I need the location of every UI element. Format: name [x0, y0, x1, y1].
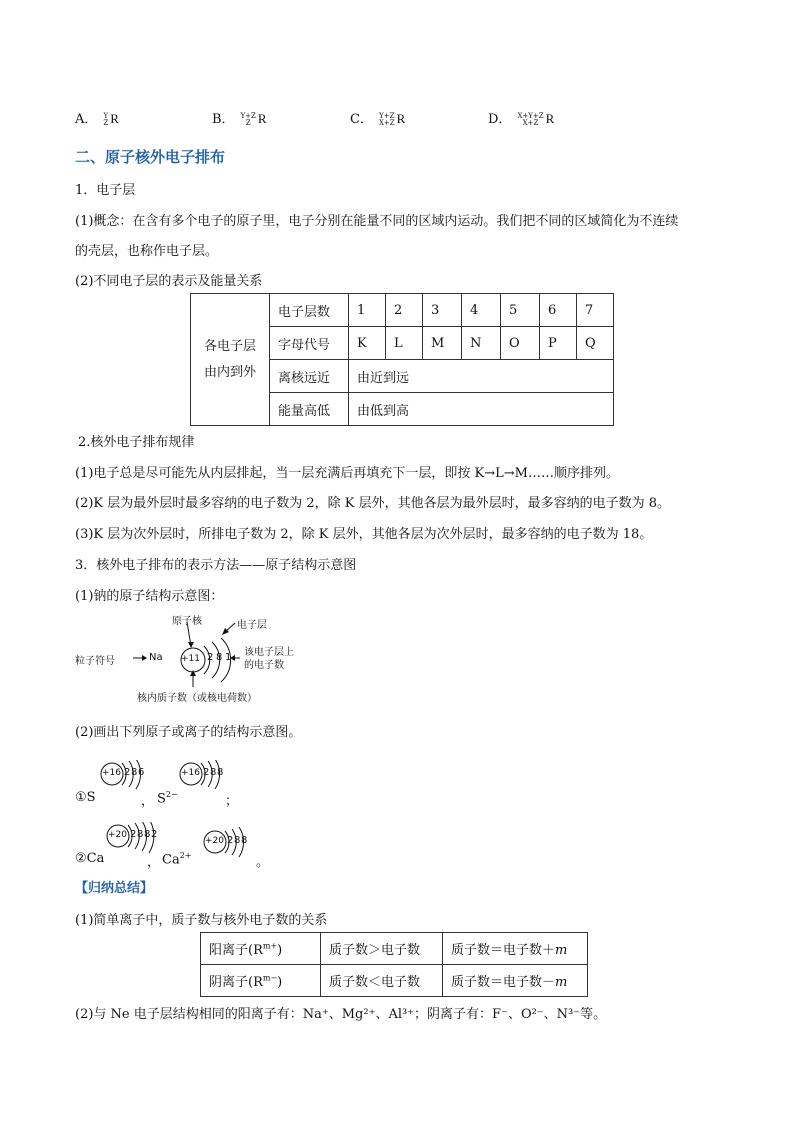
- label-proton-count: 核内质子数（或核电荷数）: [137, 693, 257, 704]
- cell: K: [349, 327, 386, 360]
- shell-table: [190, 293, 614, 426]
- label-shell: 电子层: [237, 620, 267, 631]
- section-title: 二、原子核外电子排布: [75, 148, 226, 166]
- subsection-1-title: 1．电子层: [75, 183, 136, 198]
- cell: 6: [540, 294, 577, 327]
- s-example: [75, 760, 245, 810]
- cell-energy: 由低到高: [349, 393, 614, 426]
- cell: 1: [349, 294, 386, 327]
- subsection-3-title: 3．核外电子排布的表示方法——原子结构示意图: [75, 558, 357, 573]
- ca-ion-label: $Ca^{2+}$: [162, 851, 192, 868]
- cell: M: [423, 327, 462, 360]
- option-c: C． Y+Z X+Z R: [350, 111, 406, 127]
- row-label-shell-number: 电子层数: [270, 294, 349, 327]
- s-electron: 8: [131, 767, 138, 778]
- rule-3: (3)K 层为次外层时，所排电子数为 2，除 K 层外，其他各层为次外层时，最多容纳的电子数为 18。: [75, 527, 653, 542]
- ca-end: 。: [256, 855, 270, 870]
- ion-table: [200, 932, 588, 997]
- rule-1: (1)电子总是尽可能先从内层排起，当一层充满后再填充下一层，即按 K→L→M……顺序排列。: [75, 466, 619, 481]
- s-electron: 2: [124, 767, 131, 778]
- na-symbol: Na: [149, 652, 163, 663]
- cell: 7: [577, 294, 614, 327]
- ca-ion-electron: 2: [227, 835, 234, 846]
- table-intro: (2)不同电子层的表示及能量关系: [75, 274, 263, 289]
- ca-label: ②Ca: [75, 851, 105, 866]
- cell: L: [386, 327, 423, 360]
- s-nucleus: +16: [102, 768, 121, 778]
- ca-ion-electron: 8: [234, 835, 241, 846]
- ca-electron: 8: [144, 829, 151, 840]
- concept-line-2: 的壳层，也称作电子层。: [75, 244, 219, 259]
- s-label: ①S: [75, 790, 96, 805]
- label-electron-count-2: 的电子数: [244, 660, 284, 671]
- row-label-letter: 字母代号: [270, 327, 349, 360]
- cell: N: [462, 327, 501, 360]
- summary-1: (1)简单离子中，质子数与核外电子数的关系: [75, 913, 328, 928]
- s-ion-electron: 2: [203, 767, 210, 778]
- na-electrons-k: 2: [207, 652, 214, 663]
- ion-anion-equation: 质子数＝电子数－m: [443, 965, 588, 997]
- cell: 3: [423, 294, 462, 327]
- summary-title: 【归纳总结】: [75, 881, 154, 896]
- draw-intro: (2)画出下列原子或离子的结构示意图。: [75, 725, 302, 740]
- label-particle-symbol: 粒子符号: [75, 656, 115, 667]
- ca-nucleus: +20: [108, 830, 127, 840]
- s-ion-label: $S^{2-}$: [157, 790, 178, 807]
- cell: 5: [501, 294, 540, 327]
- rule-2: (2)K 层为最外层时最多容纳的电子数为 2，除 K 层外，其他各层为最外层时，最多容纳的电子数为 8。: [75, 496, 671, 511]
- s-electron: 6: [138, 767, 145, 778]
- concept-line-1: (1)概念：在含有多个电子的原子里，电子分别在能量不同的区域内运动。我们把不同的区域简化为不连续: [75, 214, 679, 229]
- cell: 4: [462, 294, 501, 327]
- label-electron-count-1: 该电子层上: [244, 647, 294, 658]
- cell: O: [501, 327, 540, 360]
- s-end: ；: [225, 794, 239, 809]
- summary-2: (2)与 Ne 电子层结构相同的阳离子有：Na⁺、Mg²⁺、Al³⁺；阴离子有：F⁻、O²⁻、N³⁻等。: [75, 1007, 607, 1022]
- ion-cation-equation: 质子数＝电子数＋m: [443, 933, 588, 965]
- row-label-energy: 能量高低: [270, 393, 349, 426]
- ion-cation-relation: 质子数＞电子数: [321, 933, 443, 965]
- shell-table-left-header: 各电子层 由内到外: [191, 294, 270, 426]
- ion-anion-label: 阴离子$(R^{m-})$: [201, 965, 321, 997]
- cell: P: [540, 327, 577, 360]
- row-label-distance: 离核远近: [270, 360, 349, 393]
- ca-example: [75, 822, 275, 872]
- ca-electron: 2: [151, 829, 158, 840]
- ca-ion-nucleus: +20: [205, 836, 224, 846]
- ion-cation-label: 阳离子$(R^{m+})$: [201, 933, 321, 965]
- cell-distance: 由近到远: [349, 360, 614, 393]
- ca-sep: ，: [147, 855, 161, 870]
- option-b: B． Y+Z Z R: [212, 111, 267, 127]
- option-a: A． Y Z R: [75, 111, 119, 127]
- na-electrons-m: 1: [225, 652, 232, 663]
- label-nucleus: 原子核: [172, 616, 202, 627]
- ion-anion-relation: 质子数＜电子数: [321, 965, 443, 997]
- s-sep: ，: [141, 794, 155, 809]
- s-ion-nucleus: +16: [181, 768, 200, 778]
- s-ion-electron: 8: [210, 767, 217, 778]
- s-ion-electron: 8: [217, 767, 224, 778]
- option-d: D． X+Y+Z X+Z R: [488, 111, 555, 127]
- ca-ion-electron: 8: [241, 835, 248, 846]
- na-diagram-intro: (1)钠的原子结构示意图：: [75, 589, 224, 604]
- ca-electron: 8: [137, 829, 144, 840]
- cell: 2: [386, 294, 423, 327]
- na-structure-diagram: [75, 612, 335, 707]
- ca-electron: 2: [130, 829, 137, 840]
- na-nucleus-charge: +11: [181, 654, 200, 664]
- na-electrons-l: 8: [216, 652, 223, 663]
- subsection-2-title: 2.核外电子排布规律: [78, 435, 195, 450]
- cell: Q: [577, 327, 614, 360]
